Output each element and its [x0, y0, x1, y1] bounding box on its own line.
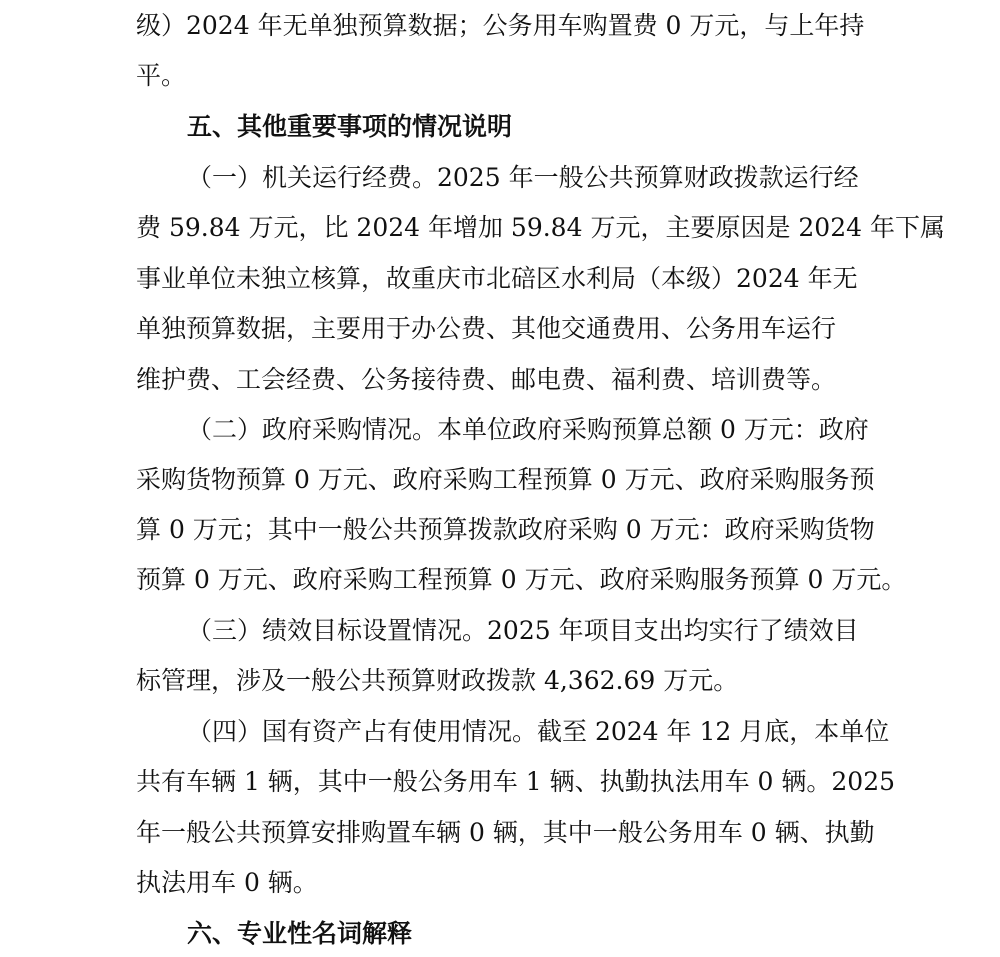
paragraph-line: （四）国有资产占有使用情况。截至 2024 年 12 月底，本单位 — [187, 717, 890, 746]
paragraph-line: 算 0 万元；其中一般公共预算拨款政府采购 0 万元：政府采购货物 — [136, 515, 875, 544]
paragraph-line: 预算 0 万元、政府采购工程预算 0 万元、政府采购服务预算 0 万元。 — [136, 565, 907, 594]
paragraph-line: （一）机关运行经费。2025 年一般公共预算财政拨款运行经 — [187, 163, 859, 192]
paragraph-line: 执法用车 0 辆。 — [136, 868, 318, 897]
paragraph-line: 单独预算数据，主要用于办公费、其他交通费用、公务用车运行 — [136, 314, 837, 343]
paragraph-line: 事业单位未独立核算，故重庆市北碚区水利局（本级）2024 年无 — [136, 264, 858, 293]
paragraph-line: 平。 — [136, 61, 187, 90]
paragraph-line: 维护费、工会经费、公务接待费、邮电费、福利费、培训费等。 — [136, 365, 837, 394]
paragraph-line: 共有车辆 1 辆，其中一般公务用车 1 辆、执勤执法用车 0 辆。2025 — [136, 767, 896, 796]
paragraph-line: （三）绩效目标设置情况。2025 年项目支出均实行了绩效目 — [187, 616, 859, 645]
paragraph-line: 级）2024 年无单独预算数据；公务用车购置费 0 万元，与上年持 — [136, 11, 865, 40]
paragraph-line: 采购货物预算 0 万元、政府采购工程预算 0 万元、政府采购服务预 — [136, 465, 875, 494]
paragraph-line: 标管理，涉及一般公共预算财政拨款 4,362.69 万元。 — [136, 666, 739, 695]
section-heading: 五、其他重要事项的情况说明 — [187, 112, 513, 141]
paragraph-line: （二）政府采购情况。本单位政府采购预算总额 0 万元：政府 — [187, 415, 869, 444]
section-heading: 六、专业性名词解释 — [187, 919, 413, 948]
paragraph-line: 年一般公共预算安排购置车辆 0 辆，其中一般公务用车 0 辆、执勤 — [136, 818, 875, 847]
paragraph-line: 费 59.84 万元，比 2024 年增加 59.84 万元，主要原因是 2024 年下属 — [136, 213, 945, 242]
